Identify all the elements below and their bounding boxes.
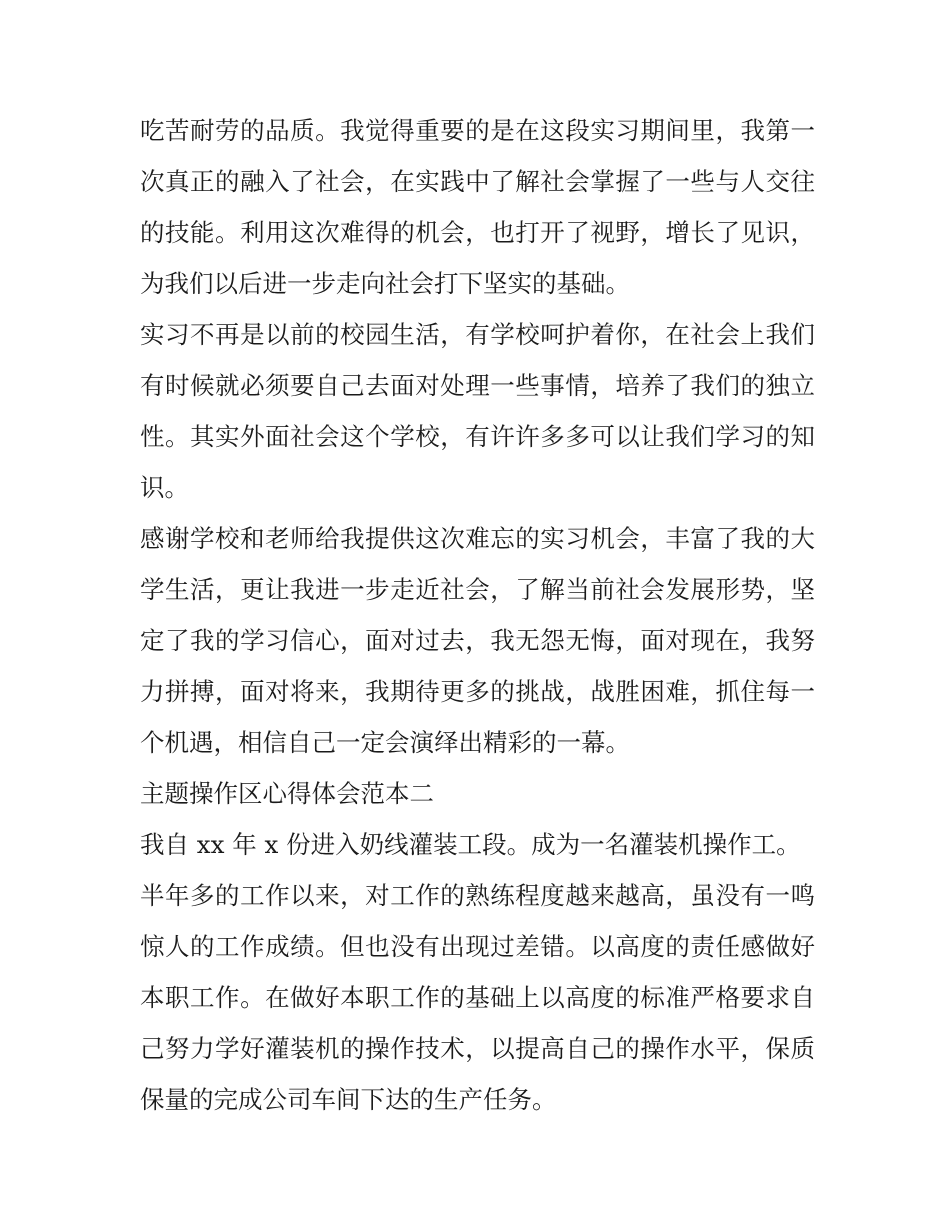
text-line: 保量的完成公司车间下达的生产任务。	[140, 1085, 557, 1114]
text-line: 为我们以后进一步走向社会打下坚实的基础。	[140, 269, 630, 298]
text-line: 己努力学好灌装机的操作技术，以提高自己的操作水平，保质	[140, 1034, 815, 1063]
text-line: 我自 xx 年 x 份进入奶线灌装工段。成为一名灌装机操作工。	[140, 830, 801, 859]
text-line: 感谢学校和老师给我提供这次难忘的实习机会，丰富了我的大	[140, 524, 815, 553]
paragraph-3	[140, 513, 815, 768]
paragraph-2	[140, 309, 815, 513]
text-line: 性。其实外面社会这个学校，有许许多多可以让我们学习的知	[140, 422, 815, 451]
paragraph-5	[140, 870, 815, 1125]
paragraph-1	[140, 105, 815, 309]
section-heading	[140, 768, 815, 819]
text-line: 定了我的学习信心，面对过去，我无怨无悔，面对现在，我努	[140, 626, 815, 655]
text-line: 个机遇，相信自己一定会演绎出精彩的一幕。	[140, 728, 630, 757]
section-title: 主题操作区心得体会范本二	[140, 779, 434, 808]
text-line: 有时候就必须要自己去面对处理一些事情，培养了我们的独立	[140, 371, 815, 400]
document-body	[140, 105, 815, 1125]
text-line: 惊人的工作成绩。但也没有出现过差错。以高度的责任感做好	[140, 932, 815, 961]
text-line: 力拼搏，面对将来，我期待更多的挑战，战胜困难，抓住每一	[140, 677, 815, 706]
text-line: 识。	[140, 473, 189, 502]
text-line: 半年多的工作以来，对工作的熟练程度越来越高，虽没有一鸣	[140, 881, 815, 910]
text-line: 吃苦耐劳的品质。我觉得重要的是在这段实习期间里，我第一	[140, 116, 815, 145]
text-line: 实习不再是以前的校园生活，有学校呵护着你，在社会上我们	[140, 320, 815, 349]
text-line: 的技能。利用这次难得的机会，也打开了视野，增长了见识，	[140, 218, 815, 247]
text-line: 本职工作。在做好本职工作的基础上以高度的标准严格要求自	[140, 983, 815, 1012]
text-line: 次真正的融入了社会，在实践中了解社会掌握了一些与人交往	[140, 167, 815, 196]
text-line: 学生活，更让我进一步走近社会，了解当前社会发展形势，坚	[140, 575, 815, 604]
paragraph-4	[140, 819, 815, 870]
